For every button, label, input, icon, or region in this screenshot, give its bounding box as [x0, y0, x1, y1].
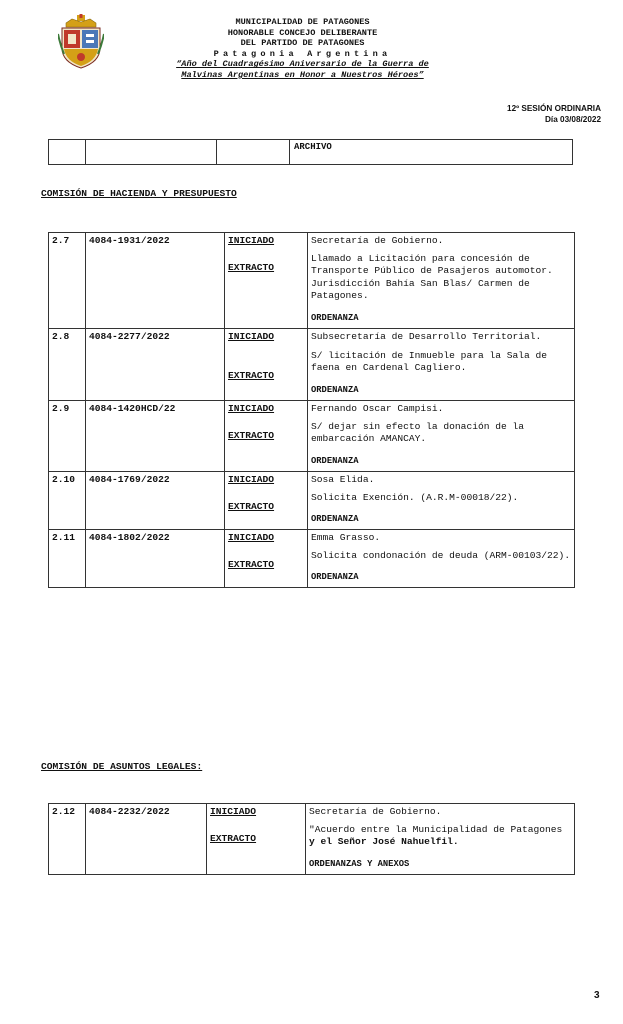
item-content [308, 328, 575, 400]
label-extracto: EXTRACTO [210, 833, 257, 844]
hacienda-table [48, 232, 575, 588]
item-content [308, 400, 575, 471]
table-row [49, 804, 575, 875]
section-title-hacienda: COMISIÓN DE HACIENDA Y PRESUPUESTO [41, 188, 237, 199]
header-motto-line2: Malvinas Argentinas en Honor a Nuestros Héroes” [181, 69, 424, 80]
item-labels [225, 471, 308, 529]
item-extracto: Llamado a Licitación para concesión de Transporte Público de Pasajeros automotor. Jurisdicción Bahía San Blas/ Carmen de Patagones. [311, 253, 553, 302]
label-iniciado: INICIADO [228, 330, 275, 342]
item-iniciado: Fernando Oscar Campisi. [311, 402, 444, 414]
header-municipality: MUNICIPALIDAD DE PATAGONES [235, 17, 370, 27]
item-content [306, 804, 575, 875]
label-extracto: EXTRACTO [228, 500, 275, 512]
item-number: 2.7 [49, 233, 86, 329]
archivo-cell-value [290, 140, 573, 165]
label-extracto: EXTRACTO [228, 559, 275, 571]
table-row [49, 471, 575, 529]
item-extracto [309, 824, 571, 849]
item-resolucion: ORDENANZA [311, 312, 359, 323]
item-content [308, 233, 575, 329]
table-row [49, 530, 575, 588]
item-resolucion: ORDENANZA [311, 514, 359, 525]
item-labels [207, 804, 306, 875]
session-date: Día 03/08/2022 [545, 115, 601, 124]
item-content [308, 530, 575, 588]
label-iniciado: INICIADO [210, 806, 257, 817]
item-iniciado: Secretaría de Gobierno. [309, 806, 442, 817]
archivo-cell-num [49, 140, 86, 165]
table-row [49, 328, 575, 400]
page-number: 3 [594, 990, 600, 1001]
item-extracto: S/ dejar sin efecto la donación de la embarcación AMANCAY. [311, 420, 525, 445]
item-labels [225, 530, 308, 588]
item-extracto: S/ licitación de Inmueble para la Sala de faena en Cardenal Cagliero. [311, 350, 548, 374]
header-council: HONORABLE CONCEJO DELIBERANTE [227, 27, 378, 38]
item-extracto-part2: y el Señor José Nahuelfil. [309, 836, 459, 848]
item-number: 2.10 [49, 471, 86, 529]
item-iniciado: Emma Grasso. [311, 532, 381, 544]
table-row [49, 400, 575, 471]
session-title: 12º SESIÓN ORDINARIA [507, 104, 601, 113]
item-number: 2.8 [49, 328, 86, 400]
item-extracto-part1: "Acuerdo entre la Municipalidad de Patagones [309, 824, 563, 835]
item-expediente: 4084-1931/2022 [86, 233, 225, 329]
item-number: 2.11 [49, 530, 86, 588]
item-expediente: 4084-1769/2022 [86, 471, 225, 529]
item-extracto: Solicita condonación de deuda (ARM-00103/22). [311, 550, 571, 562]
item-labels [225, 400, 308, 471]
item-iniciado: Subsecretaría de Desarrollo Territorial. [311, 330, 542, 342]
municipal-crest-logo [58, 14, 104, 70]
label-iniciado: INICIADO [228, 473, 275, 485]
session-info [507, 103, 601, 125]
label-extracto: EXTRACTO [228, 429, 275, 441]
archivo-cell-exp [86, 140, 217, 165]
item-number: 2.12 [49, 804, 86, 875]
header-region: Patagonia Argentina [213, 48, 392, 59]
item-expediente: 4084-2277/2022 [86, 328, 225, 400]
item-content [308, 471, 575, 529]
item-iniciado: Secretaría de Gobierno. [311, 235, 444, 246]
header-district: DEL PARTIDO DE PATAGONES [240, 38, 365, 49]
item-expediente: 4084-1420HCD/22 [86, 400, 225, 471]
item-extracto: Solicita Exención. (A.R.M-00018/22). [311, 491, 519, 503]
item-iniciado: Sosa Elida. [311, 473, 375, 485]
item-resolucion: ORDENANZA [311, 572, 359, 583]
archivo-table [48, 139, 573, 165]
item-labels [225, 328, 308, 400]
label-iniciado: INICIADO [228, 532, 275, 544]
label-extracto: EXTRACTO [228, 262, 275, 273]
item-expediente: 4084-1802/2022 [86, 530, 225, 588]
item-number: 2.9 [49, 400, 86, 471]
archivo-cell-label [217, 140, 290, 165]
item-labels [225, 233, 308, 329]
legales-table [48, 803, 575, 875]
label-iniciado: INICIADO [228, 235, 275, 246]
archivo-label: ARCHIVO [294, 142, 332, 152]
label-iniciado: INICIADO [228, 402, 275, 414]
item-resolucion: ORDENANZA [311, 455, 359, 466]
item-resolucion: ORDENANZAS Y ANEXOS [309, 858, 410, 869]
item-expediente: 4084-2232/2022 [86, 804, 207, 875]
table-row [49, 233, 575, 329]
item-resolucion: ORDENANZA [311, 384, 359, 395]
label-extracto: EXTRACTO [228, 369, 275, 381]
section-title-legales: COMISIÓN DE ASUNTOS LEGALES: [41, 761, 203, 772]
document-header [140, 17, 465, 81]
header-motto-line1: “Año del Cuadragésimo Aniversario de la Guerra de [176, 59, 429, 70]
